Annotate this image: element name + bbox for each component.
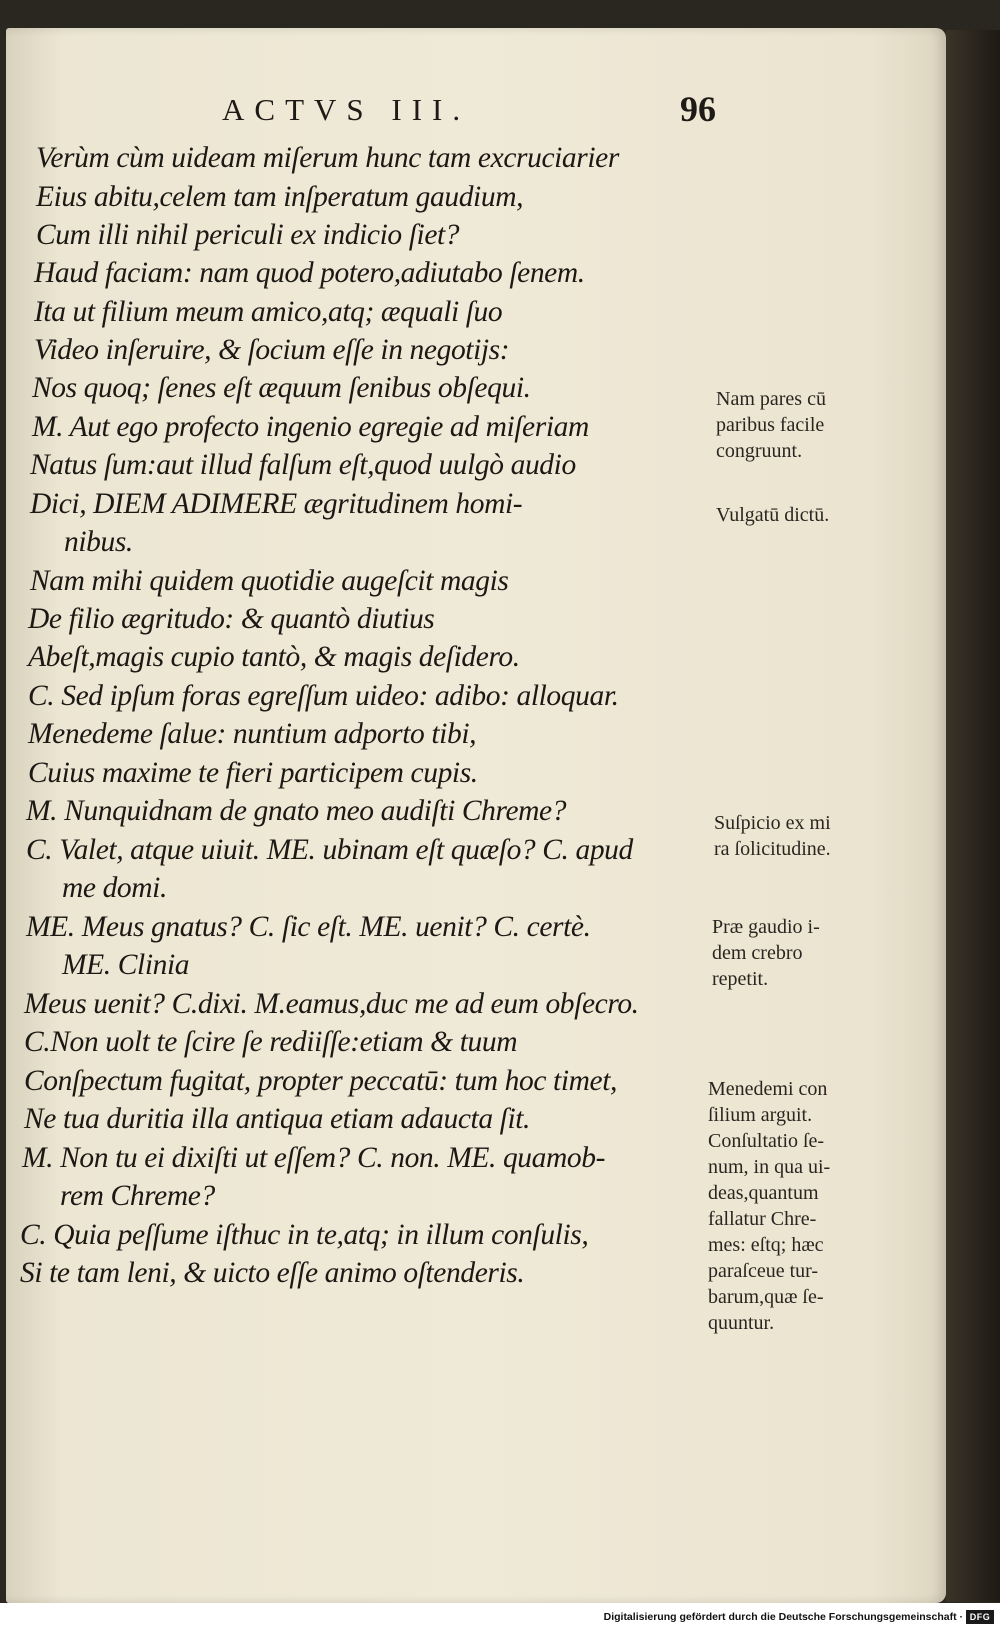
- text-line: Ita ut filium meum amico,atq; æquali ſuo: [34, 296, 503, 328]
- text-line: C.Non uolt te ſcire ſe rediiſſe:etiam & tuum: [24, 1026, 518, 1058]
- text-line: Haud faciam: nam quod potero,adiutabo ſenem.: [34, 257, 585, 289]
- running-title: ACTVS III.: [222, 92, 471, 127]
- text-line: C. Sed ipſum foras egreſſum uideo: adibo: alloquar.: [28, 680, 619, 712]
- text-line: Dici, DIEM ADIMERE ægritudinem homi-: [30, 488, 523, 520]
- text-line: Verùm cùm uideam miſerum hunc tam excruciarier: [36, 142, 619, 174]
- text-line: Abeſt,magis cupio tantò, & magis deſidero.: [28, 641, 520, 673]
- text-line: ME. Clinia: [62, 949, 190, 981]
- text-line: nibus.: [64, 526, 133, 558]
- text-line: Natus ſum:aut illud falſum eſt,quod uulgò audio: [30, 449, 576, 481]
- text-line: Video inſeruire, & ſocium eſſe in negotijs:: [34, 334, 510, 366]
- dfg-logo-icon[interactable]: DFG: [966, 1610, 994, 1624]
- text-line: me domi.: [62, 872, 167, 904]
- text-line: rem Chreme?: [60, 1180, 215, 1212]
- funding-credit: Digitalisierung gefördert durch die Deutsche Forschungsgemeinschaft ·: [603, 1611, 963, 1623]
- text-line: M. Non tu ei dixiſti ut eſſem? C. non. ME. quamob-: [22, 1142, 606, 1174]
- text-line: Conſpectum fugitat, propter peccatū: tum hoc timet,: [24, 1065, 617, 1097]
- text-line: Ne tua duritia illa antiqua etiam adaucta ſit.: [24, 1103, 531, 1135]
- margin-note: Suſpicio ex mi ra ſolicitudine.: [714, 812, 831, 860]
- text-line: C. Valet, atque uiuit. ME. ubinam eſt quæſo? C. apud: [26, 834, 633, 866]
- text-line: De filio ægritudo: & quantò diutius: [28, 603, 435, 635]
- text-line: C. Quia peſſume iſthuc in te,atq; in illum conſulis,: [20, 1219, 589, 1251]
- text-line: Cum illi nihil periculi ex indicio ſiet?: [36, 219, 460, 251]
- text-line: Cuius maxime te fieri participem cupis.: [28, 757, 478, 789]
- text-line: M. Aut ego profecto ingenio egregie ad miſeriam: [32, 411, 589, 443]
- text-line: Si te tam leni, & uicto eſſe animo oſtenderis.: [20, 1257, 525, 1289]
- text-line: Nos quoq; ſenes eſt æquum ſenibus obſequi.: [32, 372, 531, 404]
- margin-note: Præ gaudio i- dem crebro repetit.: [712, 916, 820, 990]
- text-line: Menedeme ſalue: nuntium adporto tibi,: [28, 718, 477, 750]
- margin-note: Menedemi con ſilium arguit. Conſultatio ſe- num, in qua ui- deas,quantum fallatur Chre- mes: eſtq; hæc paraſceue tur- barum,quæ ſe- quuntur.: [708, 1078, 831, 1334]
- margin-note: Vulgatū dictū.: [716, 504, 830, 526]
- text-line: Nam mihi quidem quotidie augeſcit magis: [30, 565, 509, 597]
- page-number: 96: [680, 89, 716, 129]
- text-line: M. Nunquidnam de gnato meo audiſti Chreme?: [26, 795, 567, 827]
- text-line: Eius abitu,celem tam inſperatum gaudium,: [36, 181, 524, 213]
- text-line: ME. Meus gnatus? C. ſic eſt. ME. uenit? C. certè.: [26, 911, 591, 943]
- text-line: Meus uenit? C.dixi. M.eamus,duc me ad eum obſecro.: [24, 988, 639, 1020]
- margin-note: Nam pares cū paribus facile congruunt.: [716, 388, 826, 462]
- digitization-footer: [0, 1603, 1000, 1632]
